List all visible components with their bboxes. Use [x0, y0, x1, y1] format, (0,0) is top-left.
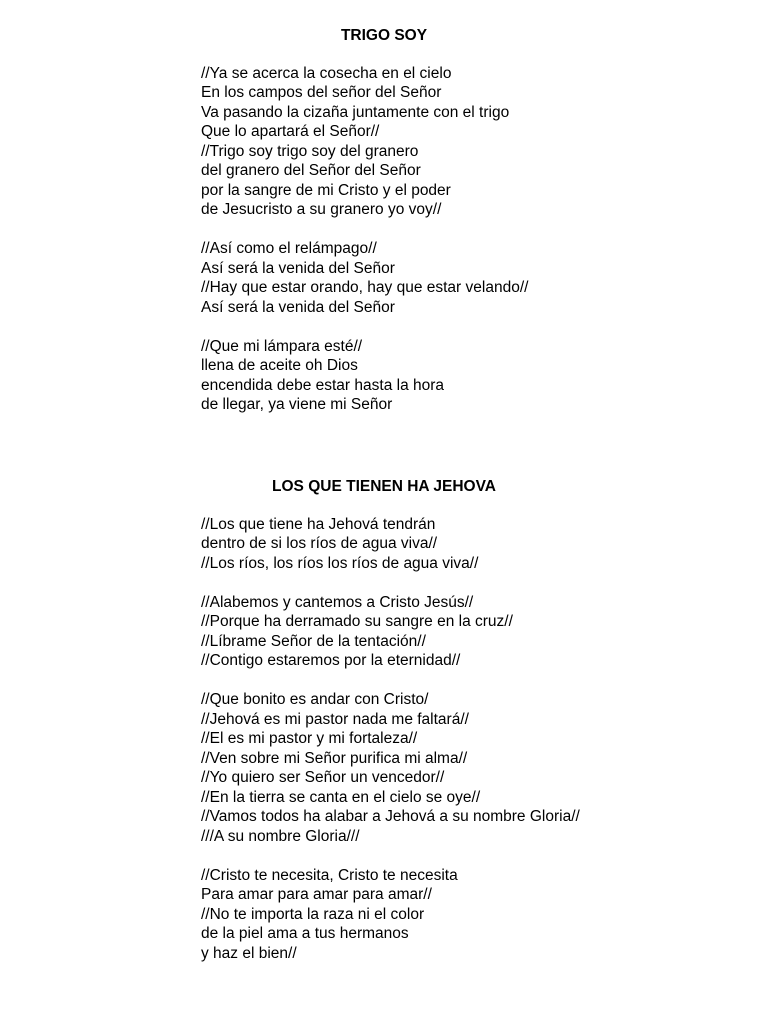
lyric-line: llena de aceite oh Dios [201, 357, 358, 374]
lyric-line: Para amar para amar para amar// [201, 886, 432, 903]
lyric-line: //Trigo soy trigo soy del granero [201, 142, 419, 160]
lyric-line: dentro de si los ríos de agua viva// [201, 535, 438, 552]
stanza [201, 64, 768, 220]
song-los-que-tienen [0, 477, 768, 983]
stanza [201, 239, 768, 317]
stanza [201, 866, 768, 964]
lyric-line: del granero del Señor del Señor [201, 162, 421, 179]
song-trigo-soy [0, 26, 768, 434]
lyric-line: Así será la venida del Señor [201, 298, 395, 316]
lyric-line: //Vamos todos ha alabar a Jehová a su nombre Gloria// [201, 808, 580, 825]
lyric-line: //Que mi lámpara esté// [201, 337, 363, 355]
lyric-line: de llegar, ya viene mi Señor [201, 396, 393, 413]
lyric-line: //Ven sobre mi Señor purifica mi alma// [201, 749, 468, 767]
lyric-line: //Cristo te necesita, Cristo te necesita [201, 866, 458, 884]
lyric-line: y haz el bien// [201, 944, 297, 962]
stanza [201, 515, 768, 574]
lyric-line: Va pasando la cizaña juntamente con el trigo [201, 103, 510, 121]
lyric-line: ///A su nombre Gloria/// [201, 827, 360, 845]
lyric-line: //Porque ha derramado su sangre en la cruz// [201, 613, 513, 630]
lyric-line: //Ya se acerca la cosecha en el cielo [201, 64, 452, 82]
lyric-line: //Los ríos, los ríos los ríos de agua viva// [201, 554, 479, 572]
lyric-line: de Jesucristo a su granero yo voy// [201, 201, 442, 218]
lyric-line: encendida debe estar hasta la hora [201, 376, 445, 394]
lyric-line: //Contigo estaremos por la eternidad// [201, 652, 461, 669]
lyric-line: //Alabemos y cantemos a Cristo Jesús// [201, 593, 474, 611]
lyric-line: //Hay que estar orando, hay que estar velando// [201, 279, 529, 296]
lyric-line: //Yo quiero ser Señor un vencedor// [201, 769, 445, 786]
lyric-line: //No te importa la raza ni el color [201, 905, 425, 923]
lyric-line: //Así como el relámpago// [201, 240, 377, 257]
stanza [201, 337, 768, 415]
stanza [201, 593, 768, 671]
song-title: LOS QUE TIENEN HA JEHOVA [272, 478, 496, 495]
lyric-line: Que lo apartará el Señor// [201, 123, 380, 140]
stanza [201, 690, 768, 846]
lyric-line: por la sangre de mi Cristo y el poder [201, 181, 451, 199]
lyric-line: //El es mi pastor y mi fortaleza// [201, 730, 418, 747]
lyric-line: de la piel ama a tus hermanos [201, 925, 409, 942]
lyric-line: Así será la venida del Señor [201, 259, 395, 277]
song-title: TRIGO SOY [340, 27, 428, 44]
lyric-line: //Líbrame Señor de la tentación// [201, 632, 426, 650]
lyric-line: //Jehová es mi pastor nada me faltará// [201, 710, 469, 728]
lyric-line: //Los que tiene ha Jehová tendrán [201, 515, 436, 533]
lyric-line: //Que bonito es andar con Cristo/ [201, 691, 429, 708]
lyric-line: En los campos del señor del Señor [201, 84, 442, 101]
lyric-line: //En la tierra se canta en el cielo se oye// [201, 788, 481, 806]
